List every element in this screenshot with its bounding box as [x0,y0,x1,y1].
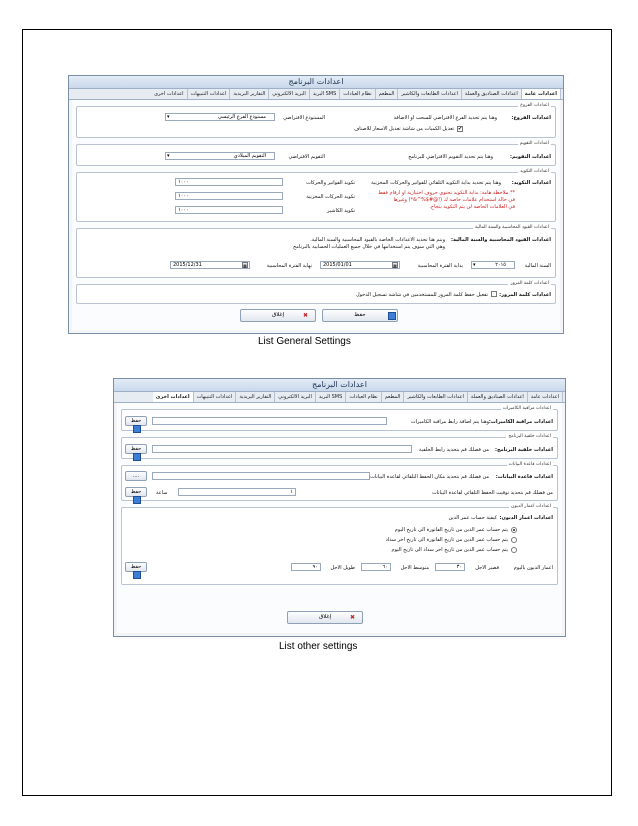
fiscal-year-value: ٢٠١٥ [495,262,506,268]
hours-label: ساعة [156,490,168,496]
coding-field-1[interactable]: ١٠٠٠ [175,192,283,200]
calendar-group [76,141,556,166]
long-term-input[interactable]: ٩٠ [291,563,321,571]
camera-desc: وهنا يتم اضافة رابط مراقبة الكاميرات [410,419,489,425]
period-end-label: نهاية الفترة المحاسبية [266,263,312,269]
tab-item[interactable]: اعدادات عامة [522,89,561,99]
coding-row-label-2: تكويد الكاشير [327,208,355,214]
tab-item[interactable]: اعدادات التنبيهات [194,392,237,402]
database-save-button[interactable] [125,487,147,497]
background-save-label: حفظ [130,446,142,452]
debts-desc: كيفية حساب عمر الدين [448,515,497,521]
settings-body [72,100,560,330]
database-path-input[interactable] [152,472,370,480]
tab-item[interactable]: اعدادات الطابعات والكاشير [404,392,468,402]
branches-group [76,103,556,138]
tab-item[interactable]: المطعم [376,89,399,99]
close-label-2: إغلاق [319,614,331,620]
tab-item[interactable]: اعدادات الطابعات والكاشير [398,89,462,99]
accounting-desc-2: وهي التي سوف يتم استخدامها في خلال جميع العمليات الحسابية بالبرنامج [293,244,445,250]
debts-save-label: حفظ [130,564,142,570]
database-label: اعدادات قاعدة البيانات: [495,474,553,480]
camera-save-button[interactable] [125,416,147,426]
background-desc: من فضلك قم بتحديد رابط الخلفية [419,447,489,453]
fiscal-year-label: السنة المالية [524,263,551,269]
chevron-down-icon: ▾ [167,153,170,159]
debts-group [121,504,558,585]
database-group [121,462,558,501]
default-calendar-value: التقويم الميلادي [233,153,266,159]
debt-option-label-1: يتم حساب عمر الدين من تاريخ الفاتورة الى تاريخ اخر سداد [385,537,508,543]
tab-item[interactable]: التقارير البريدية [236,392,275,402]
debt-option-radio-0[interactable] [511,527,517,533]
default-calendar-label: التقويم الافتراضي [288,154,325,160]
tab-item[interactable]: نظام العيادات [340,89,375,99]
general-settings-window [68,75,564,334]
window-title: اعدادات البرنامج [69,76,563,89]
save-icon [133,571,141,579]
default-warehouse-label: المستودع الافتراضي [283,115,325,121]
coding-note-1: ** ملاحظة هامة: بداية التكويد تحتوي حروف اختيارية او ارقام فقط [378,190,515,196]
window-title-2: اعدادات البرنامج [114,379,565,392]
camera-title: اعدادات مراقبة الكاميرات [502,406,551,411]
coding-group [76,169,556,222]
accounting-group [76,225,556,278]
save-button[interactable] [322,309,398,322]
branches-desc: وهنا يتم تحديد الفرع الافتراضي للسحب او الاضافة [393,115,497,121]
caption-other-settings: List other settings [279,641,358,652]
period-end-value: 2015/12/31 [173,262,202,268]
chevron-down-icon: ▾ [473,262,476,268]
close-icon: ✖ [349,614,356,621]
tab-item[interactable]: اعدادات الصناديق والعملة [468,392,528,402]
branches-label: اعدادات الفروع: [511,115,551,121]
debts-label: اعدادات اعمار الديون: [499,515,553,521]
save-icon [133,425,141,433]
accounting-desc-1: وبتم هنا تحديد الاعدادات الخاصة بالقيود المحاسبية والسنة المالية. [310,237,445,243]
database-title: اعدادات قاعدة البيانات [508,462,551,467]
save-icon [133,496,141,504]
coding-label: اعدادات التكويد: [511,180,551,186]
camera-save-label: حفظ [130,418,142,424]
accounting-title: اعدادات القيود المحاسبية والسنة المالية [474,225,549,230]
tab-item[interactable]: اعدادات اخرى [153,392,194,402]
password-group [76,281,556,304]
coding-row-label-0: تكويد الفواتير والحركات [306,180,355,186]
tab-bar-2 [114,392,565,403]
medium-term-label: متوسط الاجل [400,565,429,571]
coding-note-3: في العلامات الخاصة لن يتم التكويد بنجاح. [429,204,515,210]
tab-item[interactable]: البريد الالكتروني [269,89,310,99]
background-title: اعدادات خلفية البرنامج [508,434,551,439]
period-start-label: بداية الفترة المحاسبية [417,263,463,269]
debts-title: اعدادات اعمار الديون [511,504,551,509]
password-label: اعدادات كلمة المرور: [499,292,551,298]
save-label: حفظ [354,312,366,318]
save-password-checkbox[interactable] [491,291,497,297]
calendar-icon[interactable]: ▦ [243,263,247,268]
medium-term-input[interactable]: ٦٠ [361,563,391,571]
tab-item[interactable]: البريد SMS [316,392,346,402]
database-desc-2: من فضلك قم بتحديد توقيت الحفظ التلقائي لقاعدة البيانات [431,490,553,496]
coding-title: اعدادات التكويد [520,169,549,174]
tab-item[interactable]: البريد SMS [310,89,340,99]
chevron-down-icon: ▾ [167,114,170,120]
close-button[interactable] [240,309,316,322]
backup-hours-input[interactable]: ١ [178,488,296,496]
period-end-field[interactable] [170,261,250,269]
tab-item[interactable]: اعدادات التنبيهات [188,89,231,99]
save-icon [133,453,141,461]
caption-general-settings: List General Settings [258,336,351,347]
close-button-2[interactable] [287,611,363,624]
branches-title: اعدادات الفروع [520,103,549,108]
background-label: اعدادات خلفية البرنامج: [494,447,553,453]
save-password-label: تفعيل حفظ كلمة المرور للمستخدمين في شاشة تسجيل الدخول [356,292,488,298]
coding-field-0[interactable]: ١٠٠٠ [175,178,283,186]
tab-item[interactable]: نظام العيادات [346,392,381,402]
tab-item[interactable]: التقارير البريدية [230,89,269,99]
debt-option-radio-2[interactable] [511,547,517,553]
camera-url-input[interactable] [152,417,387,425]
database-save-label: حفظ [130,489,142,495]
other-settings-window [113,378,566,637]
coding-row-label-1: تكويد الحركات المخزنية [306,194,355,200]
save-icon [386,312,393,319]
period-start-value: 2015/01/01 [323,262,352,268]
tab-item[interactable]: اعدادات الصناديق والعملة [462,89,522,99]
other-settings-body [117,403,562,633]
tab-item[interactable]: اعدادات عامة [528,392,563,402]
camera-label: اعدادات مراقبة الكاميرات: [488,419,553,425]
background-url-input[interactable] [152,445,412,453]
calendar-desc: وهنا يتم تحديد التقويم الافتراضي للبرنامج [408,154,493,160]
debts-save-button[interactable] [125,562,147,572]
short-term-label: قصير الاجل [475,565,499,571]
debt-option-label-2: يتم حساب عمر الدين من تاريخ اخر سداد الى تاريخ اليوم [391,547,508,553]
close-label: إغلاق [272,312,284,318]
browse-button[interactable]: .... [125,471,147,481]
edit-quantities-checkbox[interactable]: ✔ [458,126,463,132]
tab-item[interactable]: المطعم [382,392,405,402]
background-group [121,434,558,459]
debt-option-radio-1[interactable] [511,537,517,543]
default-calendar-select[interactable] [165,152,275,160]
tab-bar [69,89,563,100]
calendar-label: اعدادات التقويم: [510,154,551,160]
calendar-icon[interactable]: ▦ [393,263,397,268]
database-desc-1: من فضلك قم بتحديد مكان الحفظ التلقائي لقاعدة البيانات [370,474,489,480]
default-warehouse-value: مستودع الفرع الرئيسي [217,114,266,120]
close-icon: ✖ [302,312,309,319]
password-title: اعدادات كلمة المرور [510,281,549,286]
coding-desc: وهنا يتم تحديد بداية التكويد التلقائي للفواتير والحركات المخزنية [371,180,501,186]
tab-item[interactable]: اعدادات اخرى [151,89,187,99]
calendar-title: اعدادات التقويم [519,141,549,146]
short-term-input[interactable]: ٣٠ [435,563,465,571]
fiscal-year-select[interactable] [471,261,515,269]
tab-item[interactable]: البريد الالكتروني [275,392,316,402]
edit-quantities-label: تعديل الكميات من شاشة تعديل الاسعار للاصناف [354,126,454,132]
coding-field-2[interactable]: ١٠٠٠ [175,206,283,214]
debt-ages-label: اعمار الديون باليوم [513,565,553,571]
accounting-label: اعدادات القيود المحاسبية والسنة المالية: [450,237,551,243]
coding-note-2: في حالة استخدام علامات خاصة ك (!@#$%^&*) وغيرها [393,197,515,203]
debt-option-label-0: يتم حساب عمر الدين من تاريخ الفاتورة الى تاريخ اليوم [394,527,508,533]
long-term-label: طويل الاجل [330,565,355,571]
period-start-field[interactable] [320,261,400,269]
background-save-button[interactable] [125,444,147,454]
camera-group [121,406,558,431]
default-warehouse-select[interactable] [165,113,275,121]
